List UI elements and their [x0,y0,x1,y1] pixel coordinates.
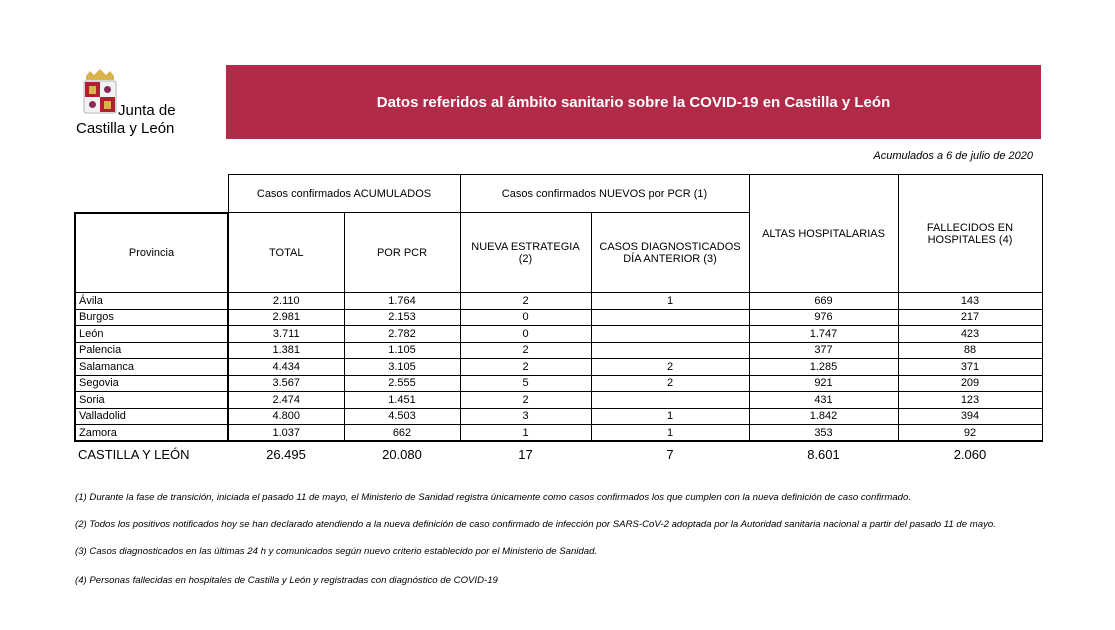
cell-fallecidos: 423 [898,326,1042,343]
blank-corner-cell [75,175,228,213]
cell-altas: 976 [749,309,898,326]
cell-total: 4.800 [228,408,344,425]
total-nueva-estrategia: 17 [518,446,533,462]
cell-nueva-estrategia: 5 [460,375,591,392]
cell-total: 3.711 [228,326,344,343]
cell-altas: 1.842 [749,408,898,425]
title-banner [226,65,1041,139]
cell-por-pcr: 662 [344,425,460,442]
footnote-2: (2) Todos los positivos notificados hoy se han declarado atendiendo a la nueva definición de caso confirmado de infección por SARS-CoV-2 adoptada por la Autoridad sanitaria nacional a partir del pasado 11 de mayo. [75,519,996,530]
header-casos-dia-anterior: CASOS DIAGNOSTICADOS DÍA ANTERIOR (3) [591,213,749,293]
cell-fallecidos: 217 [898,309,1042,326]
cell-casos-dia-anterior [591,309,749,326]
table-row [75,425,1042,442]
cell-total: 1.037 [228,425,344,442]
cell-nueva-estrategia: 2 [460,293,591,310]
cell-nueva-estrategia: 2 [460,359,591,376]
cell-casos-dia-anterior: 1 [591,425,749,442]
logo-text-line1: Junta de [118,102,176,119]
cell-total: 2.474 [228,392,344,409]
cell-por-pcr: 4.503 [344,408,460,425]
cell-nueva-estrategia: 0 [460,326,591,343]
cell-fallecidos: 123 [898,392,1042,409]
date-line: Acumulados a 6 de julio de 2020 [873,150,1033,162]
cell-por-pcr: 2.153 [344,309,460,326]
footnote-4: (4) Personas fallecidas en hospitales de Castilla y León y registradas con diagnóstico de COVID-19 [75,575,498,586]
cell-provincia: Valladolid [75,408,228,425]
total-total: 26.495 [266,446,306,462]
cell-nueva-estrategia: 1 [460,425,591,442]
cell-altas: 431 [749,392,898,409]
group-header-acumulados: Casos confirmados ACUMULADOS [228,175,460,213]
table-row [75,408,1042,425]
cell-provincia: Salamanca [75,359,228,376]
header-nueva-estrategia: NUEVA ESTRATEGIA (2) [460,213,591,293]
cell-altas: 669 [749,293,898,310]
cell-provincia: Palencia [75,342,228,359]
header-altas: ALTAS HOSPITALARIAS [749,175,898,293]
cell-casos-dia-anterior: 2 [591,359,749,376]
cell-fallecidos: 209 [898,375,1042,392]
table-row [75,359,1042,376]
cell-fallecidos: 394 [898,408,1042,425]
cell-altas: 921 [749,375,898,392]
header-total: TOTAL [228,213,344,293]
footnote-1: (1) Durante la fase de transición, iniciada el pasado 11 de mayo, el Ministerio de Sanidad registra únicamente como casos confirmados los que cumplen con la nueva definición de caso confirmado. [75,492,912,503]
footnotes [75,491,1043,587]
cell-provincia: Ávila [75,293,228,310]
table-row [75,342,1042,359]
total-label: CASTILLA Y LEÓN [78,446,190,462]
table-row [75,293,1042,310]
cell-total: 1.381 [228,342,344,359]
cell-por-pcr: 1.451 [344,392,460,409]
cell-por-pcr: 2.782 [344,326,460,343]
cell-total: 4.434 [228,359,344,376]
table-row [75,309,1042,326]
cell-provincia: Burgos [75,309,228,326]
table-row [75,375,1042,392]
cell-total: 2.110 [228,293,344,310]
cell-fallecidos: 371 [898,359,1042,376]
header-fallecidos: FALLECIDOS EN HOSPITALES (4) [898,175,1042,293]
total-casos-dia-anterior: 7 [666,446,674,462]
cell-nueva-estrategia: 2 [460,342,591,359]
cell-por-pcr: 3.105 [344,359,460,376]
cell-total: 3.567 [228,375,344,392]
cell-altas: 1.747 [749,326,898,343]
total-por-pcr: 20.080 [382,446,422,462]
cell-altas: 353 [749,425,898,442]
cell-casos-dia-anterior: 2 [591,375,749,392]
cell-casos-dia-anterior [591,342,749,359]
cell-por-pcr: 1.105 [344,342,460,359]
cell-nueva-estrategia: 2 [460,392,591,409]
logo-text-line2: Castilla y León [76,120,175,137]
total-row [75,441,1042,466]
covid-data-table [74,174,1043,466]
table-row [75,392,1042,409]
cell-casos-dia-anterior: 1 [591,408,749,425]
cell-fallecidos: 92 [898,425,1042,442]
cell-casos-dia-anterior [591,392,749,409]
header-group-row [75,175,1042,213]
cell-fallecidos: 88 [898,342,1042,359]
group-header-nuevos: Casos confirmados NUEVOS por PCR (1) [460,175,749,213]
cell-por-pcr: 1.764 [344,293,460,310]
table-row [75,326,1042,343]
cell-altas: 1.285 [749,359,898,376]
cell-provincia: Soria [75,392,228,409]
cell-casos-dia-anterior: 1 [591,293,749,310]
cell-nueva-estrategia: 0 [460,309,591,326]
cell-por-pcr: 2.555 [344,375,460,392]
cell-provincia: Segovia [75,375,228,392]
total-altas: 8.601 [807,446,840,462]
cell-provincia: Zamora [75,425,228,442]
header-provincia: Provincia [75,213,228,293]
cell-casos-dia-anterior [591,326,749,343]
footnote-3: (3) Casos diagnosticados en las últimas 24 h y comunicados según nuevo criterio establecido por el Ministerio de Sanidad. [75,546,598,557]
coat-of-arms-icon [80,68,120,116]
cell-nueva-estrategia: 3 [460,408,591,425]
cell-provincia: León [75,326,228,343]
header-por-pcr: POR PCR [344,213,460,293]
junta-logo [72,68,202,138]
total-fallecidos: 2.060 [953,446,987,462]
cell-total: 2.981 [228,309,344,326]
cell-fallecidos: 143 [898,293,1042,310]
cell-altas: 377 [749,342,898,359]
page-title: Datos referidos al ámbito sanitario sobre la COVID-19 en Castilla y León [376,93,891,111]
